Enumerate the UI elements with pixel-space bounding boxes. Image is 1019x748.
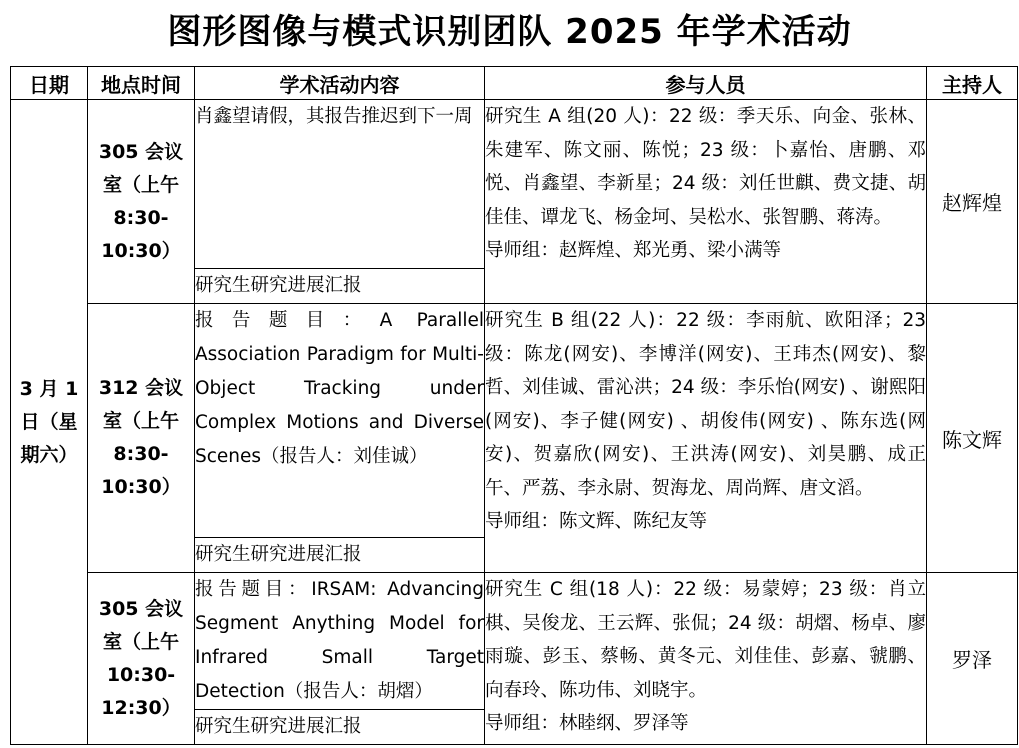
- place-line: 10:30-: [106, 663, 176, 686]
- participants-cell: [485, 100, 927, 304]
- activity-content: 肖鑫望请假，其报告推迟到下一周: [195, 100, 485, 269]
- header-place-time: 地点时间: [88, 67, 195, 100]
- header-participants: 参与人员: [485, 67, 927, 100]
- place-line: 312 会议: [98, 377, 184, 399]
- progress-report: 研究生研究进展汇报: [195, 269, 485, 304]
- place-line: 305 会议: [98, 140, 184, 163]
- place-line: 室（上午: [102, 410, 179, 432]
- participants-cell: [485, 304, 927, 573]
- host-cell: 罗泽: [927, 573, 1018, 745]
- session-row: [11, 100, 1018, 269]
- session-row: [11, 573, 1018, 710]
- header-host: 主持人: [927, 67, 1018, 100]
- page-title: 图形图像与模式识别团队 2025 年学术活动: [167, 12, 852, 52]
- header-date: 日期: [11, 67, 88, 100]
- host-cell: 陈文辉: [927, 304, 1018, 573]
- participants-list: 研究生 A 组(20 人)：22 级：季天乐、向金、张林、朱建军、陈文丽、陈悦；23 级：卜嘉怡、唐鹏、邓悦、肖鑫望、李新星；24 级：刘任世麒、费文捷、胡佳佳、谭龙飞、杨金坷、吴松水、张智鹏、蒋涛。: [485, 106, 926, 228]
- place-line: 305 会议: [98, 597, 184, 620]
- place-line: 室（上午: [102, 630, 179, 653]
- mentor-group: 导师组：赵辉煌、郑光勇、梁小满等: [485, 240, 782, 261]
- participants-cell: [485, 573, 927, 745]
- mentor-group: 导师组：林睦纲、罗泽等: [485, 713, 689, 734]
- place-line: 12:30）: [101, 696, 181, 719]
- place-time-cell: [88, 304, 195, 573]
- session-row: [11, 304, 1018, 538]
- participants-list: 研究生 B 组(22 人)：22 级：李雨航、欧阳泽；23 级：陈龙(网安)、李博洋(网安)、王玮杰(网安)、黎哲、刘佳诚、雷沁洪；24 级：李乐怡(网安) 、谢熙阳(网安)、李子健(网安) 、胡俊伟(网安) 、陈东选(网安)、贺嘉欣(网安)、王洪涛(网安)、刘昊鹏、成正午、严荔、李永尉、贺海龙、周尚辉、唐文滔。: [485, 310, 926, 499]
- place-time-cell: [88, 573, 195, 745]
- header-content: 学术活动内容: [195, 67, 485, 100]
- place-time-cell: [88, 100, 195, 304]
- date-line: 期六）: [20, 443, 78, 466]
- mentor-group: 导师组：陈文辉、陈纪友等: [485, 511, 708, 532]
- schedule-table: [10, 66, 1018, 745]
- host-cell: 赵辉煌: [927, 100, 1018, 304]
- date-cell: [11, 100, 88, 745]
- participants-list: 研究生 C 组(18 人)：22 级：易蒙婷；23 级：肖立棋、吴俊龙、王云辉、张侃；24 级：胡熠、杨卓、廖雨璇、彭玉、蔡畅、黄冬元、刘佳佳、彭嘉、虢鹏、向春玲、陈功伟、刘晓宇。: [485, 579, 926, 701]
- place-line: 10:30）: [101, 239, 181, 262]
- place-line: 室（上午: [102, 173, 179, 196]
- place-line: 10:30）: [101, 476, 181, 498]
- activity-content: 报告题目：IRSAM: Advancing Segment Anything Model for Infrared Small Target Detection（报告人：胡熠）: [195, 573, 485, 710]
- header-row: [11, 67, 1018, 100]
- activity-content: 报告题目：A Parallel Association Paradigm for Multi-Object Tracking under Complex Motions and Diverse Scenes（报告人：刘佳诚）: [195, 304, 485, 538]
- date-line: 3 月 1: [19, 377, 79, 400]
- progress-report: 研究生研究进展汇报: [195, 538, 485, 573]
- progress-report: 研究生研究进展汇报: [195, 710, 485, 745]
- date-line: 日（星: [20, 410, 78, 433]
- place-line: 8:30-: [113, 206, 169, 229]
- place-line: 8:30-: [113, 443, 169, 465]
